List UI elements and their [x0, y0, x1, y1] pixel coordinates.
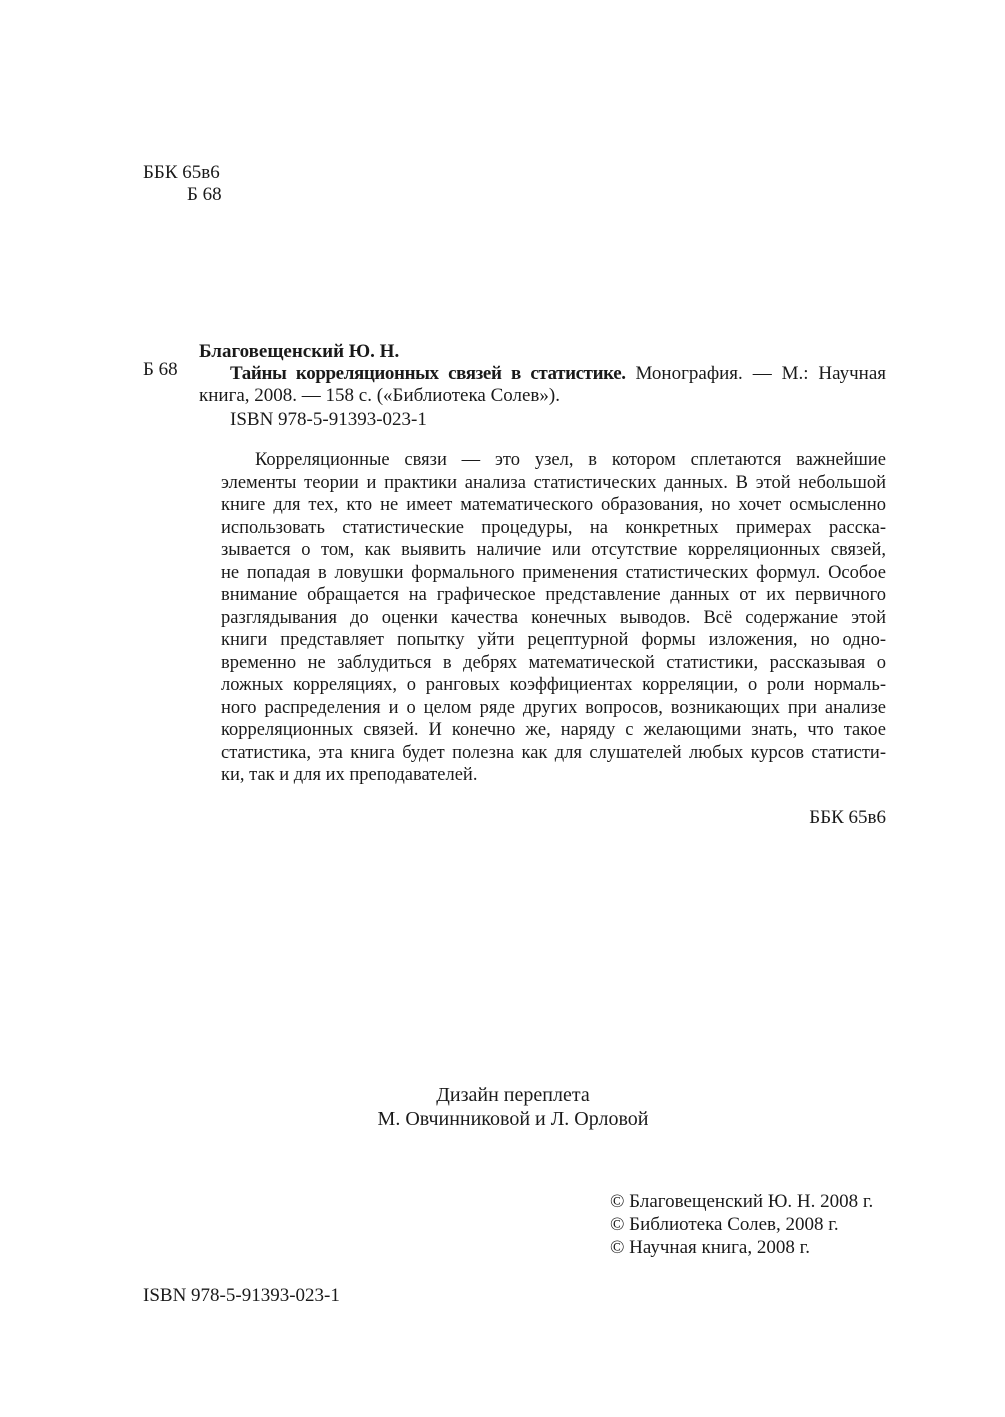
abstract-line: ки, так и для их преподавателей. — [221, 765, 478, 785]
abstract-line: временно не заблудиться в дебрях математической статистики, рассказывая о — [221, 652, 886, 673]
entry-title-line — [230, 363, 886, 385]
abstract-line: элементы теории и практики анализа статистических данных. В этой небольшой — [221, 472, 886, 493]
entry-author: Благовещенский Ю. Н. — [199, 341, 400, 362]
abstract-line: зывается о том, как выявить наличие или отсутствие корреляционных связей, — [221, 540, 886, 560]
abstract-line: разглядывания до оценки качества конечных выводов. Всё содержание этой — [221, 607, 886, 628]
abstract-line: Корреляционные связи — это узел, в котором сплетаются важнейшие — [255, 450, 886, 470]
abstract-line: использовать статистические процедуры, на конкретных примерах расска- — [221, 517, 886, 538]
bbk-classification-bottom: ББК 65в6 — [809, 807, 886, 828]
abstract-line: внимание обращается на графическое представление данных от их первичного — [221, 585, 886, 605]
cover-design-authors: М. Овчинниковой и Л. Орловой — [377, 1108, 649, 1130]
entry-publication-line: книга, 2008. — 158 с. («Библиотека Солев»). — [199, 385, 560, 406]
abstract-line: статистика, эта книга будет полезна как для слушателей любых курсов статисти- — [221, 742, 886, 763]
abstract-line: корреляционных связей. И конечно же, наряду с желающими знать, что такое — [221, 720, 886, 740]
abstract-line: книге для тех, кто не имеет математического образования, но хочет осмысленно — [221, 495, 886, 515]
abstract-line: книги представляет попытку уйти рецептурной формы изложения, но одно- — [221, 630, 886, 650]
abstract-line: ложных корреляциях, о ранговых коэффициентах корреляции, о роли нормаль- — [221, 675, 886, 695]
abstract-line: не попадая в ловушки формального применения статистических формул. Особое — [221, 562, 886, 583]
copyright-line: © Библиотека Солев, 2008 г. — [610, 1214, 839, 1235]
abstract-paragraph — [221, 449, 886, 787]
isbn-bottom: ISBN 978-5-91393-023-1 — [143, 1285, 340, 1306]
cover-design-label: Дизайн переплета — [436, 1084, 590, 1106]
copyright-line: © Благовещенский Ю. Н. 2008 г. — [610, 1191, 874, 1212]
entry-title: Тайны корреляционных связей в статистике. — [230, 363, 626, 384]
copyright-block — [610, 1191, 873, 1260]
author-code-top: Б 68 — [187, 184, 222, 205]
copyright-line: © Научная книга, 2008 г. — [610, 1237, 810, 1258]
entry-side-code: Б 68 — [143, 359, 178, 380]
entry-isbn: ISBN 978-5-91393-023-1 — [230, 409, 427, 430]
cover-design-credit — [300, 1083, 726, 1131]
entry-title-rest: Монография. — М.: Научная — [635, 363, 887, 384]
abstract-line: ного распределения и о целом ряде других вопросов, возникающих при анализе — [221, 697, 886, 718]
bbk-classification-top: ББК 65в6 — [143, 162, 220, 183]
